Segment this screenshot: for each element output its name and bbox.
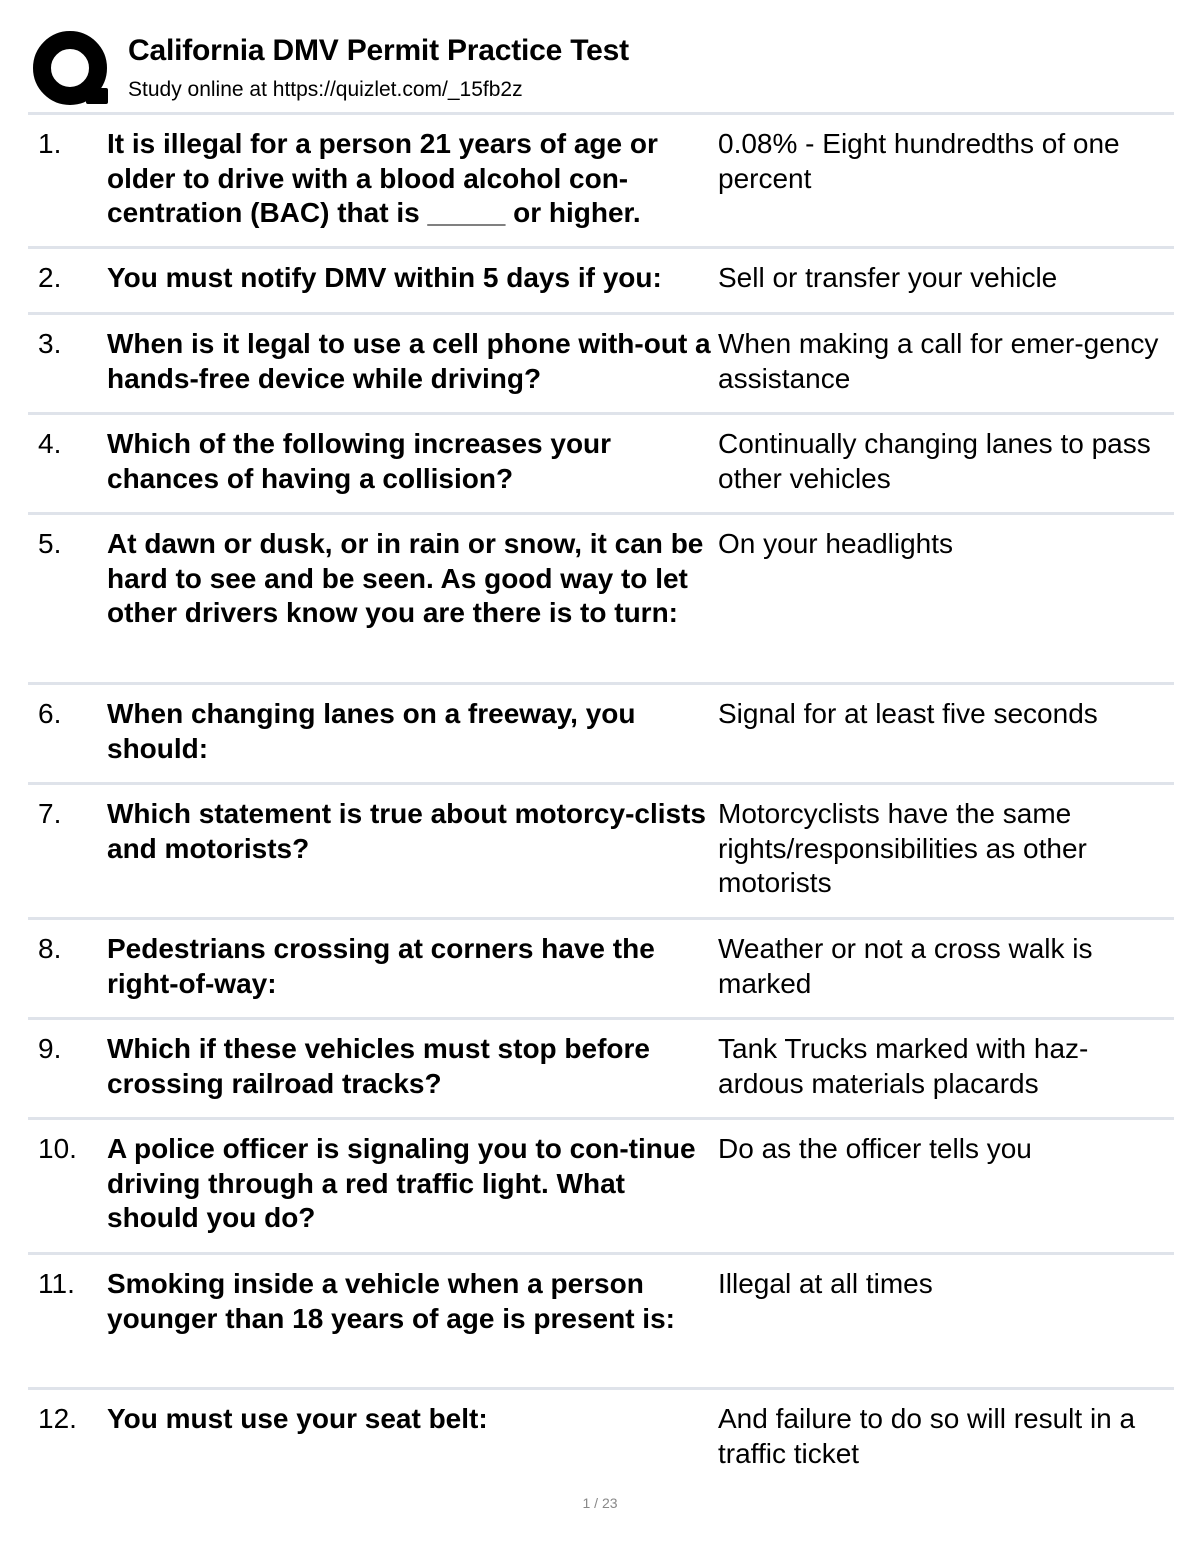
card-term: You must use your seat belt:	[107, 1403, 488, 1434]
card-number: 7.	[38, 798, 62, 829]
flashcard-row	[28, 412, 1174, 512]
card-term: Pedestrians crossing at corners have the right-of-way:	[107, 933, 655, 999]
card-definition: Weather or not a cross walk is marked	[718, 933, 1093, 999]
card-number: 4.	[38, 428, 62, 459]
card-term: A police officer is signaling you to con-tinue driving through a red traffic light. What should you do?	[107, 1133, 696, 1233]
card-term: Smoking inside a vehicle when a person younger than 18 years of age is present is:	[107, 1268, 675, 1334]
card-number: 2.	[38, 262, 62, 293]
card-definition: Continually changing lanes to pass other vehicles	[718, 428, 1151, 494]
card-definition: Motorcyclists have the same rights/responsibilities as other motorists	[718, 798, 1087, 898]
page-header	[28, 26, 1174, 110]
flashcard-row	[28, 1017, 1174, 1117]
card-number: 6.	[38, 698, 62, 729]
card-number: 11.	[38, 1268, 75, 1299]
flashcard-row	[28, 246, 1174, 312]
card-number: 8.	[38, 933, 62, 964]
card-term: Which statement is true about motorcy-clists and motorists?	[107, 798, 706, 864]
flashcard-row	[28, 112, 1174, 246]
card-number: 9.	[38, 1033, 62, 1064]
card-term: At dawn or dusk, or in rain or snow, it can be hard to see and be seen. As good way to let other drivers know you are there is to turn:	[107, 528, 704, 628]
card-definition: Illegal at all times	[718, 1268, 933, 1299]
card-definition: 0.08% - Eight hundredths of one percent	[718, 128, 1120, 194]
card-number: 10.	[38, 1133, 77, 1164]
flashcard-row	[28, 512, 1174, 682]
card-definition: When making a call for emer-gency assistance	[718, 328, 1159, 394]
card-definition: And failure to do so will result in a traffic ticket	[718, 1403, 1136, 1469]
card-definition: On your headlights	[718, 528, 954, 559]
flashcard-list	[28, 112, 1174, 1487]
flashcard-row	[28, 917, 1174, 1017]
flashcard-row	[28, 1387, 1174, 1487]
flashcard-row	[28, 312, 1174, 412]
flashcard-row	[28, 782, 1174, 917]
card-term: When is it legal to use a cell phone with-out a hands-free device while driving?	[107, 328, 711, 394]
page-indicator: 1 / 23	[582, 1495, 618, 1511]
page-title: California DMV Permit Practice Test	[128, 34, 629, 67]
card-term: When changing lanes on a freeway, you should:	[107, 698, 636, 764]
card-definition: Do as the officer tells you	[718, 1133, 1032, 1164]
study-online-link[interactable]: Study online at https://quizlet.com/_15fb2z	[128, 78, 523, 101]
card-term: It is illegal for a person 21 years of age or older to drive with a blood alcohol con-centration (BAC) that is _____ or higher.	[107, 128, 658, 228]
card-number: 12.	[38, 1403, 77, 1434]
flashcard-row	[28, 682, 1174, 782]
card-definition: Sell or transfer your vehicle	[718, 262, 1058, 293]
card-number: 5.	[38, 528, 62, 559]
card-term: Which of the following increases your chances of having a collision?	[107, 428, 612, 494]
flashcard-row	[28, 1252, 1174, 1387]
card-number: 1.	[38, 128, 62, 159]
card-definition: Signal for at least five seconds	[718, 698, 1098, 729]
card-definition: Tank Trucks marked with haz-ardous materials placards	[718, 1033, 1089, 1099]
quizlet-logo-icon	[32, 30, 112, 110]
card-term: You must notify DMV within 5 days if you:	[107, 262, 662, 293]
card-number: 3.	[38, 328, 62, 359]
flashcard-row	[28, 1117, 1174, 1252]
card-term: Which if these vehicles must stop before crossing railroad tracks?	[107, 1033, 651, 1099]
